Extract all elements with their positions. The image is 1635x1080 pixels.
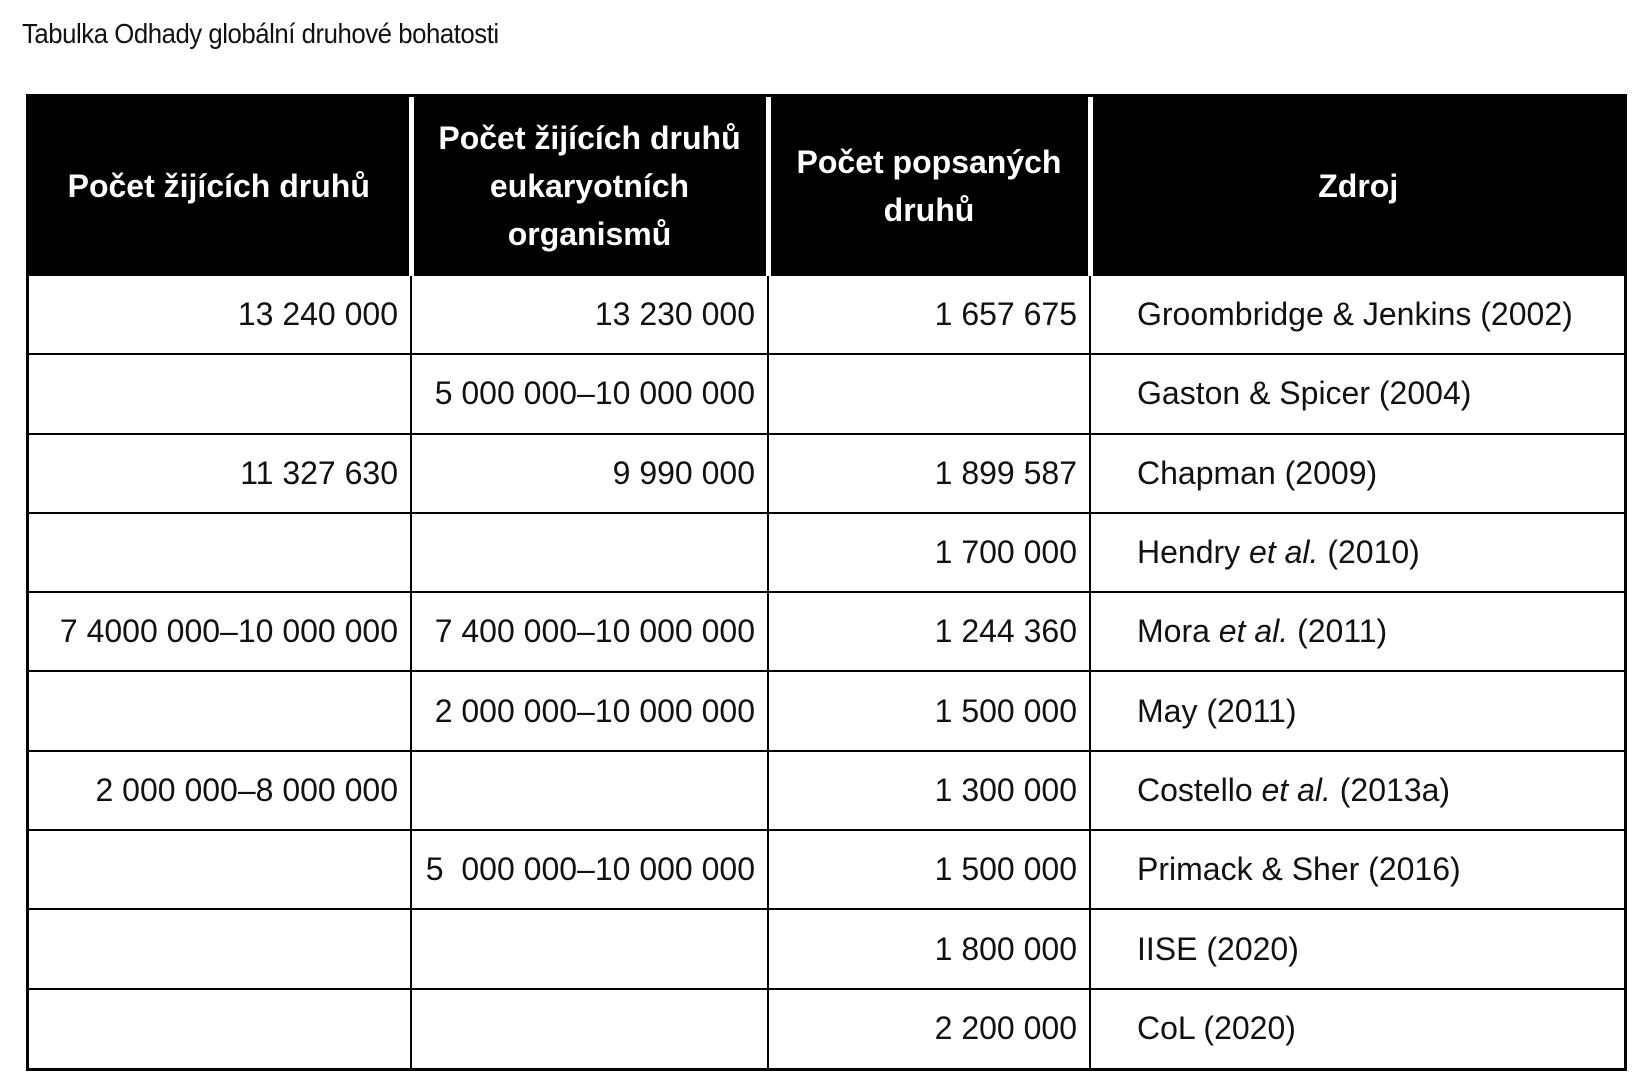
cell-eukaryotic: 13 230 000 [411, 275, 768, 354]
table-body [29, 275, 1624, 1068]
table-row [29, 434, 1624, 513]
cell-source [1090, 354, 1624, 433]
cell-described: 1 657 675 [768, 275, 1090, 354]
header-eukaryotic-species: Počet žijících druhů eukaryotních organismů [411, 97, 768, 275]
source-year: (2016) [1359, 851, 1461, 888]
data-table [29, 97, 1624, 1068]
cell-described: 1 700 000 [768, 513, 1090, 592]
cell-living [29, 354, 411, 433]
source-etal: et al. [1249, 534, 1319, 571]
cell-living [29, 909, 411, 988]
header-row [29, 97, 1624, 275]
cell-living: 13 240 000 [29, 275, 411, 354]
source-author: Groombridge & Jenkins [1137, 296, 1472, 333]
source-year: (2010) [1318, 534, 1420, 571]
cell-living: 7 4000 000–10 000 000 [29, 592, 411, 671]
cell-living: 11 327 630 [29, 434, 411, 513]
table-row [29, 354, 1624, 433]
table-row [29, 275, 1624, 354]
source-year: (2009) [1275, 454, 1378, 491]
cell-described: 1 300 000 [768, 751, 1090, 830]
table-caption: Tabulka Odhady globální druhové bohatosti [22, 18, 499, 49]
cell-source [1090, 909, 1624, 988]
table-row [29, 909, 1624, 988]
source-author: Primack & Sher [1137, 851, 1360, 888]
source-year: (2011) [1288, 613, 1388, 650]
source-author: Mora [1137, 613, 1219, 650]
cell-living [29, 513, 411, 592]
source-year: (2013a) [1330, 771, 1451, 808]
cell-described: 1 800 000 [768, 909, 1090, 988]
table-row [29, 751, 1624, 830]
cell-source [1090, 989, 1624, 1068]
cell-eukaryotic: 2 000 000–10 000 000 [411, 671, 768, 750]
cell-described: 1 244 360 [768, 592, 1090, 671]
source-author: May [1137, 692, 1198, 729]
cell-eukaryotic [411, 989, 768, 1068]
header-source: Zdroj [1090, 97, 1624, 275]
cell-described: 2 200 000 [768, 989, 1090, 1068]
cell-eukaryotic [411, 909, 768, 988]
source-author: IISE [1137, 930, 1198, 967]
source-author: Chapman [1137, 454, 1276, 491]
cell-described [768, 354, 1090, 433]
cell-described: 1 500 000 [768, 830, 1090, 909]
cell-source [1090, 434, 1624, 513]
table-row [29, 592, 1624, 671]
source-year: (2004) [1370, 375, 1472, 412]
source-etal: et al. [1218, 613, 1289, 650]
table-row [29, 830, 1624, 909]
source-year: (2020) [1197, 930, 1299, 967]
cell-living [29, 989, 411, 1068]
cell-described: 1 899 587 [768, 434, 1090, 513]
table-row [29, 989, 1624, 1068]
source-year: (2002) [1471, 296, 1573, 333]
cell-eukaryotic [411, 751, 768, 830]
cell-source [1090, 275, 1624, 354]
cell-living: 2 000 000–8 000 000 [29, 751, 411, 830]
cell-eukaryotic: 9 990 000 [411, 434, 768, 513]
source-year: (2020) [1194, 1010, 1296, 1047]
cell-eukaryotic: 7 400 000–10 000 000 [411, 592, 768, 671]
cell-eukaryotic: 5 000 000–10 000 000 [411, 354, 768, 433]
species-richness-table [26, 94, 1627, 1071]
cell-source [1090, 592, 1624, 671]
source-year: (2011) [1197, 692, 1297, 729]
cell-source [1090, 671, 1624, 750]
cell-source [1090, 830, 1624, 909]
cell-eukaryotic [411, 513, 768, 592]
cell-eukaryotic: 5 000 000–10 000 000 [411, 830, 768, 909]
cell-living [29, 830, 411, 909]
table-row [29, 671, 1624, 750]
table-row [29, 513, 1624, 592]
source-author: Gaston & Spicer [1137, 375, 1370, 412]
cell-living [29, 671, 411, 750]
cell-source [1090, 751, 1624, 830]
header-living-species: Počet žijících druhů [29, 97, 411, 275]
source-etal: et al. [1261, 771, 1331, 808]
source-author: Hendry [1137, 534, 1250, 571]
cell-source [1090, 513, 1624, 592]
header-described-species: Počet popsaných druhů [768, 97, 1090, 275]
source-author: Costello [1137, 771, 1262, 808]
source-author: CoL [1137, 1010, 1195, 1047]
cell-described: 1 500 000 [768, 671, 1090, 750]
